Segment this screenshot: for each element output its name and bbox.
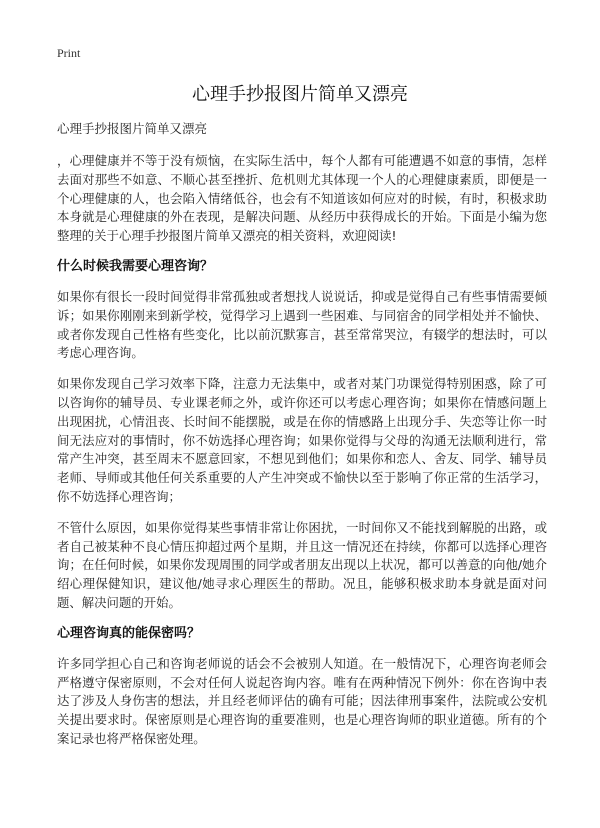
section-heading-confidentiality: 心理咨询真的能保密吗？ [57,625,201,641]
article-subtitle: 心理手抄报图片简单又漂亮 [57,121,208,136]
section-heading-when: 什么时候我需要心理咨询？ [57,258,214,274]
paragraph: 如果你有很长一段时间觉得非常孤独或者想找人说说话，抑或是觉得自己有些事情需要倾诉；如果你刚刚来到新学校，觉得学习上遇到一些困难、与同宿舍的同学相处并不愉快、或者你发现自己性格有些变化，比以前沉默寡言，甚至常常哭泣，有辍学的想法时，可以考虑心理咨询。 [57,288,547,361]
print-link[interactable]: Print [57,46,81,60]
article-body [57,120,547,761]
paragraph: 不管什么原因，如果你觉得某些事情非常让你困扰，一时间你又不能找到解脱的出路，或者自己被某种不良心情压抑超过两个星期，并且这一情况还在持续，你都可以选择心理咨询；在任何时候，如果你发现周围的同学或者朋友出现以上状况，都可以善意的向他/她介绍心理保健知识，建议他/她寻求心理医生的帮助。况且，能够积极求助本身就是面对问题、解决问题的开始。 [57,519,547,610]
paragraph: 许多同学担心自己和咨询老师说的话会不会被别人知道。在一般情况下，心理咨询老师会严格遵守保密原则，不会对任何人说起咨询内容。唯有在两种情况下例外：你在咨询中表达了涉及人身伤害的想法，并且经老师评估的确有可能；因法律刑事案件，法院或公安机关提出要求时。保密原则是心理咨询的重要准则，也是心理咨询师的职业道德。所有的个案记录也将严格保密处理。 [57,655,547,746]
paragraph: 如果你发现自己学习效率下降，注意力无法集中，或者对某门功课觉得特别困惑，除了可以咨询你的辅导员、专业课老师之外，或许你还可以考虑心理咨询；如果你在情感问题上出现困扰，心情沮丧、长时间不能摆脱，或是在你的情感路上出现分手、失恋等让你一时间无法应对的事情时，你不妨选择心理咨询；如果你觉得与父母的沟通无法顺利进行，常常产生冲突，甚至周末不愿意回家，不想见到他们；如果你和恋人、舍友、同学、辅导员老师、导师或其他任何关系重要的人产生冲突或不愉快以至于影响了你正常的生活学习，你不妨选择心理咨询； [57,376,547,504]
intro-paragraph: ，心理健康并不等于没有烦恼，在实际生活中，每个人都有可能遭遇不如意的事情，怎样去面对那些不如意、不顺心甚至挫折、危机则尤其体现一个人的心理健康素质，即便是一个心理健康的人，也会陷入情绪低谷，也会有不知道该如何应对的时候，有时，积极求助本身就是心理健康的外在表现，是解决问题、从经历中获得成长的开始。下面是小编为您整理的关于心理手抄报图片简单又漂亮的相关资料，欢迎阅读! [57,153,547,244]
page-title: 心理手抄报图片简单又漂亮 [192,84,408,105]
